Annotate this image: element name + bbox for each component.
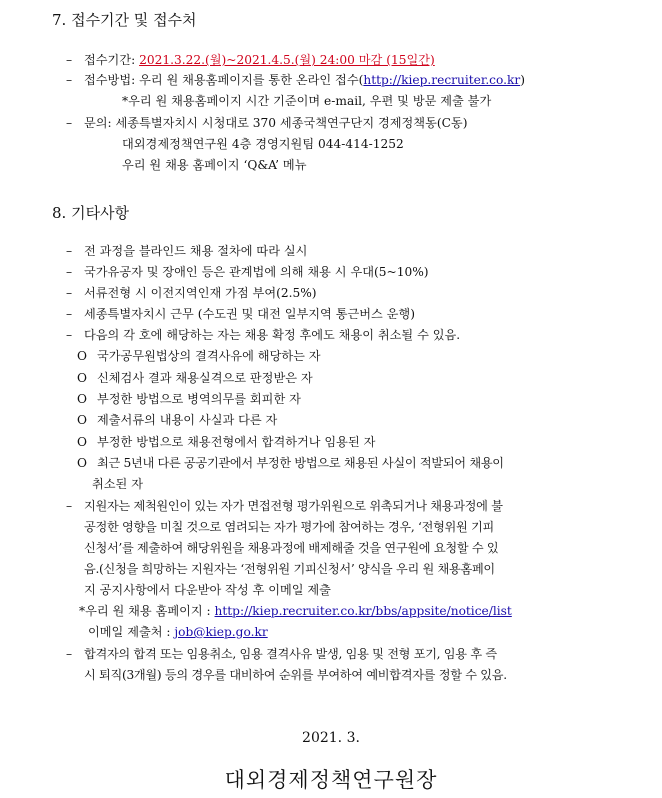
item-reserve-line-1: 합격자의 합격 또는 임용취소, 임용 결격사유 발생, 임용 및 전형 포기, 임용 후 즉 (84, 647, 497, 661)
method-note: *우리 원 채용홈페이지 시간 기준이며 e-mail, 우편 및 방문 제출 불가 (122, 94, 492, 108)
dash-marker: – (66, 328, 73, 342)
item-veteran-preference: 국가유공자 및 장애인 등은 관계법에 의해 채용 시 우대(5~10%) (84, 265, 429, 279)
announcement-date: 2021. 3. (302, 730, 360, 746)
dash-marker: – (66, 73, 73, 87)
inquiry-line-1: 문의: 세종특별자치시 시청대로 370 세종국책연구단지 경제정책동(C동) (84, 116, 468, 130)
item-recusal-line-5: 지 공지사항에서 다운받아 작성 후 이메일 제출 (84, 583, 331, 597)
period-label: 접수기간: (84, 53, 140, 67)
dash-marker: – (66, 307, 73, 321)
sub-item-1: 국가공무원법상의 결격사유에 해당하는 자 (97, 349, 321, 363)
inquiry-line-3: 우리 원 채용 홈페이지 ‘Q&A’ 메뉴 (122, 158, 307, 172)
item-cancellation: 다음의 각 호에 해당하는 자는 채용 확정 후에도 채용이 취소될 수 있음. (84, 328, 461, 342)
o-marker: O (77, 413, 87, 427)
item-local-talent-bonus: 서류전형 시 이전지역인재 가점 부여(2.5%) (84, 286, 317, 300)
inquiry-line-2: 대외경제정책연구원 4층 경영지원팀 044-414-1252 (122, 137, 404, 151)
item-sejong-work: 세종특별자치시 근무 (수도권 및 대전 일부지역 통근버스 운행) (84, 307, 415, 321)
dash-marker: – (66, 286, 73, 300)
item-recusal-line-2: 공정한 영향을 미칠 것으로 염려되는 자가 평가에 참여하는 경우, ‘전형위원 기피 (84, 520, 495, 534)
dash-marker: – (66, 499, 73, 513)
dash-marker: – (66, 53, 73, 67)
o-marker: O (77, 435, 87, 449)
o-marker: O (77, 349, 87, 363)
method-label: 접수방법: 우리 원 채용홈페이지를 통한 온라인 접수( (84, 73, 364, 87)
section-7-title: 7. 접수기간 및 접수처 (52, 11, 197, 29)
period-value: 2021.3.22.(월)~2021.4.5.(월) 24:00 마감 (15일간) (139, 53, 435, 67)
organization-signature: 대외경제정책연구원장 (224, 768, 438, 792)
notice-link[interactable]: http://kiep.recruiter.co.kr/bbs/appsite/notice/list (214, 604, 512, 618)
method-close: ) (520, 73, 525, 87)
o-marker: O (77, 392, 87, 406)
email-line (88, 622, 268, 642)
item-recusal-line-3: 신청서’를 제출하여 해당위원을 채용과정에 배제해줄 것을 연구원에 요청할 수 있 (84, 541, 499, 555)
dash-marker: – (66, 647, 73, 661)
sub-item-3: 부정한 방법으로 병역의무를 회피한 자 (97, 392, 301, 406)
homepage-label: *우리 원 채용 홈페이지 : (79, 604, 215, 618)
sub-item-5: 부정한 방법으로 채용전형에서 합격하거나 임용된 자 (97, 435, 376, 449)
sub-item-4: 제출서류의 내용이 사실과 다른 자 (97, 413, 278, 427)
email-link[interactable]: job@kiep.go.kr (174, 625, 268, 639)
item-blind-recruitment: 전 과정을 블라인드 채용 절차에 따라 실시 (84, 244, 308, 258)
sub-item-6-line-2: 취소된 자 (92, 477, 143, 491)
dash-marker: – (66, 244, 73, 258)
dash-marker: – (66, 265, 73, 279)
item-recusal-line-4: 음.(신청을 희망하는 지원자는 ‘전형위원 기피신청서’ 양식을 우리 원 채용홈페이 (84, 562, 495, 576)
item-recusal-line-1: 지원자는 제척원인이 있는 자가 면접전형 평가위원으로 위촉되거나 채용과정에 불 (84, 499, 503, 513)
section-8-title: 8. 기타사항 (52, 204, 130, 222)
homepage-line (79, 601, 512, 621)
application-period (84, 50, 435, 70)
item-reserve-line-2: 시 퇴직(3개월) 등의 경우를 대비하여 순위를 부여하여 예비합격자를 정할 수 있음. (84, 668, 507, 682)
application-method (84, 70, 525, 90)
dash-marker: – (66, 116, 73, 130)
o-marker: O (77, 456, 87, 470)
email-label: 이메일 제출처 : (88, 625, 175, 639)
sub-item-6-line-1: 최근 5년내 다른 공공기관에서 부정한 방법으로 채용된 사실이 적발되어 채용이 (97, 456, 504, 470)
recruiter-link[interactable]: http://kiep.recruiter.co.kr (363, 73, 521, 87)
o-marker: O (77, 371, 87, 385)
sub-item-2: 신체검사 결과 채용실격으로 판정받은 자 (97, 371, 313, 385)
